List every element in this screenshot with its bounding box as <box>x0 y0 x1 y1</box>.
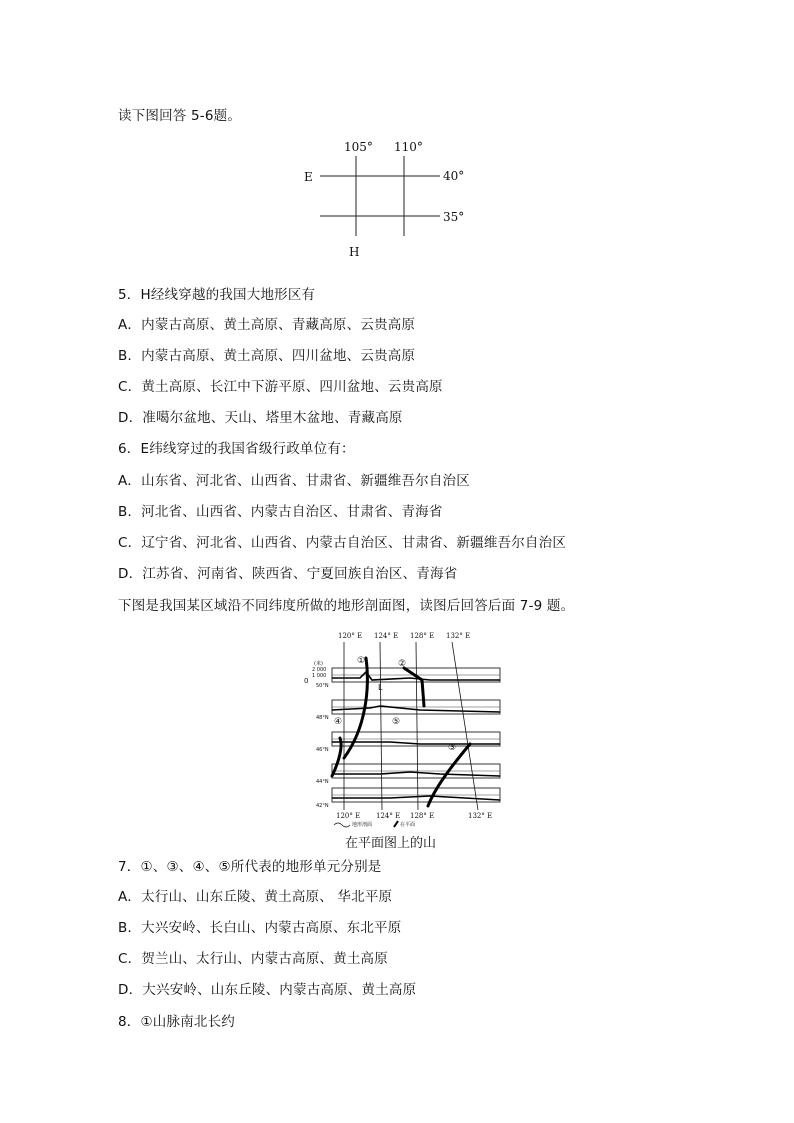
q5-option-d: D．准噶尔盆地、天山、塔里木盆地、青藏高原 <box>118 410 403 426</box>
label-H: H <box>349 245 360 259</box>
intro-text-2: 下图是我国某区域沿不同纬度所做的地形剖面图，读图后回答后面 7-9 题。 <box>118 598 575 614</box>
top-lon-124: 124° E <box>374 632 399 640</box>
q5-option-c: C．黄土高原、长江中下游平原、四川盆地、云贵高原 <box>118 379 443 395</box>
bottom-lon-124: 124° E <box>376 812 401 820</box>
q7-option-a: A．太行山、山东丘陵、黄土高原、 华北平原 <box>118 889 393 905</box>
lat-label-50n: 50°N <box>316 683 329 689</box>
height-label-0: 0 <box>304 677 309 685</box>
q6-option-c: C．辽宁省、河北省、山西省、内蒙古自治区、甘肃省、新疆维吾尔自治区 <box>118 535 567 551</box>
top-lon-132: 132° E <box>446 632 471 640</box>
marker-4: ④ <box>334 717 343 727</box>
q6-option-d: D．江苏省、河南省、陕西省、宁夏回族自治区、青海省 <box>118 566 458 582</box>
top-lon-120: 120° E <box>338 632 363 640</box>
height-label-2000: 2 000 <box>312 667 327 673</box>
terrain-profile-diagram <box>300 628 510 828</box>
question-7-stem: 7．①、③、④、⑤所代表的地形单元分别是 <box>118 859 382 875</box>
height-label-1000: 1 000 <box>312 673 327 679</box>
legend-profile-icon <box>334 823 350 827</box>
question-5-stem: 5．H经线穿越的我国大地形区有 <box>118 287 316 303</box>
grid-diagram <box>300 136 490 264</box>
legend-mountain-icon <box>394 821 398 827</box>
marker-5: ⑤ <box>392 717 401 727</box>
top-lon-128: 128° E <box>410 632 435 640</box>
q6-option-b: B．河北省、山西省、内蒙古自治区、甘肃省、青海省 <box>118 504 443 520</box>
lon-label-110: 110° <box>394 140 423 154</box>
intro-text-1: 读下图回答 5-6题。 <box>118 108 242 124</box>
lat-label-35: 35° <box>443 210 465 224</box>
marker-3: ③ <box>448 743 457 753</box>
lon-label-105: 105° <box>344 140 373 154</box>
legend-mountain-label: 在平面 <box>400 822 416 828</box>
profile-line-42n <box>332 796 500 800</box>
legend-profile-label: 地形剖面 <box>352 822 373 828</box>
lat-label-48n: 48°N <box>316 715 329 721</box>
bottom-lon-132: 132° E <box>468 812 493 820</box>
label-L: L <box>378 683 383 692</box>
figure-caption: 在平面图上的山 <box>345 836 437 851</box>
lat-label-42n: 42°N <box>316 803 329 809</box>
q7-option-c: C．贺兰山、太行山、内蒙古高原、黄土高原 <box>118 951 388 967</box>
question-8-stem: 8．①山脉南北长约 <box>118 1014 235 1030</box>
label-E: E <box>304 170 313 184</box>
marker-1: ① <box>357 656 366 666</box>
bottom-lon-120: 120° E <box>336 812 361 820</box>
q6-option-a: A．山东省、河北省、山西省、甘肃省、新疆维吾尔自治区 <box>118 473 470 489</box>
unit-label: (米) <box>314 661 323 667</box>
question-6-stem: 6．E纬线穿过的我国省级行政单位有： <box>118 441 355 457</box>
profile-line-46n <box>332 742 500 744</box>
lat-label-46n: 46°N <box>316 747 329 753</box>
profile-line-44n <box>332 772 500 776</box>
q5-option-a: A．内蒙古高原、黄土高原、青藏高原、云贵高原 <box>118 317 416 333</box>
q7-option-b: B．大兴安岭、长白山、内蒙古高原、东北平原 <box>118 920 402 936</box>
marker-2: ② <box>398 659 407 669</box>
lat-label-44n: 44°N <box>316 779 329 785</box>
mountain-range-4 <box>332 738 341 776</box>
q5-option-b: B．内蒙古高原、黄土高原、四川盆地、云贵高原 <box>118 348 416 364</box>
q7-option-d: D．大兴安岭、山东丘陵、内蒙古高原、黄土高原 <box>118 982 417 998</box>
lat-label-40: 40° <box>443 169 465 183</box>
bottom-lon-128: 128° E <box>410 812 435 820</box>
